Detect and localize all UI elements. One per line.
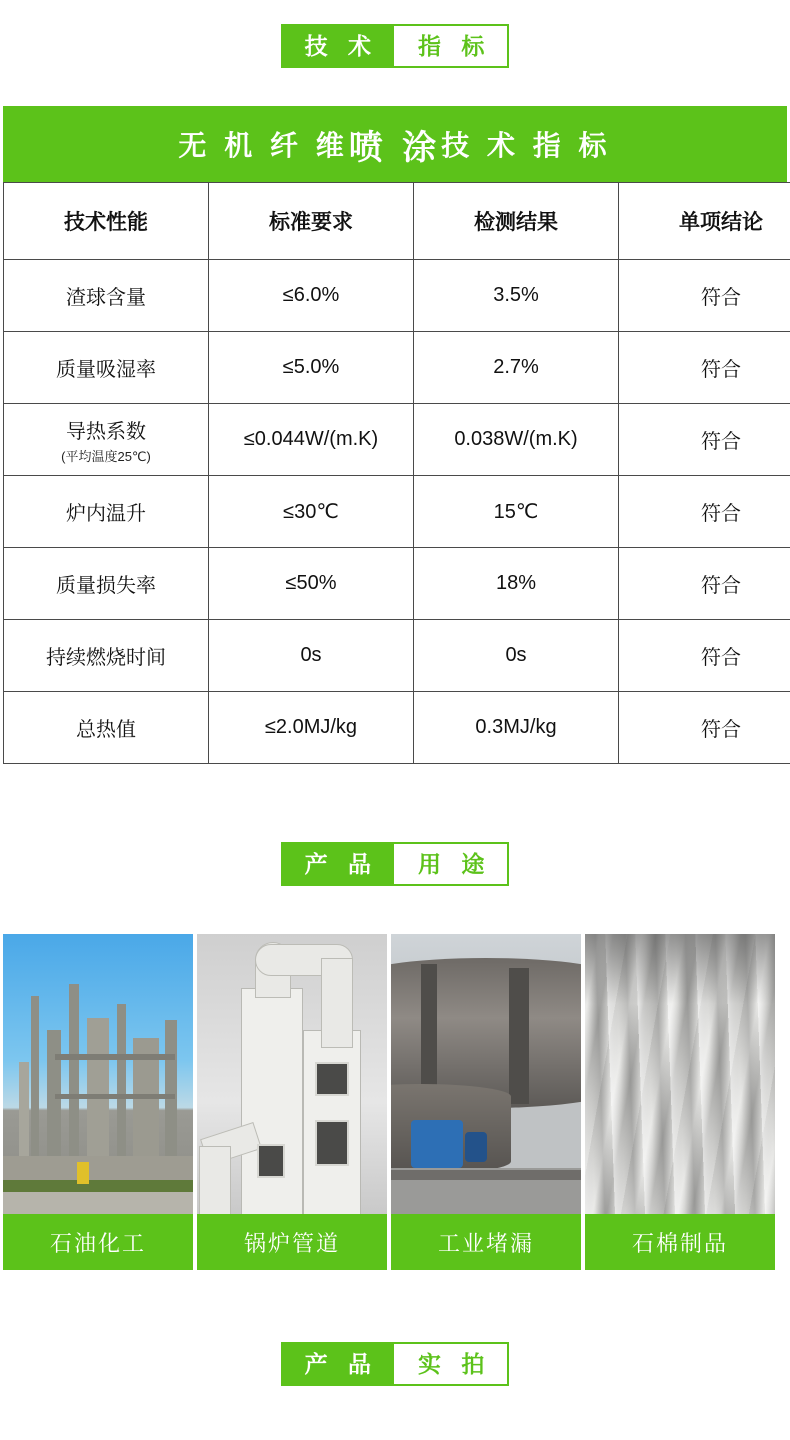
table-row xyxy=(4,692,790,764)
photo-boiler-pipe xyxy=(197,934,387,1214)
cell-property-sub: (平均温度25℃) xyxy=(61,448,151,464)
photo-industrial-sealing xyxy=(391,934,581,1214)
tech-section-badge xyxy=(0,24,790,68)
table-row xyxy=(4,620,790,692)
cell-conclusion: 符合 xyxy=(619,692,790,764)
cell-property: 总热值 xyxy=(4,692,209,764)
badge-usage xyxy=(281,842,510,886)
photo-petrochemical xyxy=(3,934,193,1214)
cell-conclusion: 符合 xyxy=(619,476,790,548)
cell-conclusion: 符合 xyxy=(619,620,790,692)
cell-property xyxy=(4,404,209,476)
table-header-cell: 单项结论 xyxy=(619,183,790,260)
gallery-card[interactable] xyxy=(197,934,387,1270)
cell-result: 3.5% xyxy=(414,260,619,332)
tech-title-highlight: 喷 涂 xyxy=(348,128,442,167)
cell-standard: ≤6.0% xyxy=(209,260,414,332)
usage-section-badge xyxy=(0,842,790,886)
spec-table xyxy=(3,182,790,764)
cell-standard: ≤5.0% xyxy=(209,332,414,404)
cell-conclusion: 符合 xyxy=(619,332,790,404)
gallery-card[interactable] xyxy=(585,934,775,1270)
cell-standard: ≤0.044W/(m.K) xyxy=(209,404,414,476)
gallery-caption: 锅炉管道 xyxy=(197,1214,387,1270)
table-header-cell: 检测结果 xyxy=(414,183,619,260)
gallery-caption: 石棉制品 xyxy=(585,1214,775,1270)
badge-usage-secondary: 用 途 xyxy=(418,850,492,877)
photos-section-badge xyxy=(0,1342,790,1386)
gallery-card[interactable] xyxy=(391,934,581,1270)
cell-result: 2.7% xyxy=(414,332,619,404)
usage-gallery xyxy=(0,934,790,1270)
cell-property: 质量损失率 xyxy=(4,548,209,620)
cell-conclusion: 符合 xyxy=(619,548,790,620)
cell-property: 渣球含量 xyxy=(4,260,209,332)
gallery-card[interactable] xyxy=(3,934,193,1270)
cell-property: 炉内温升 xyxy=(4,476,209,548)
table-header-cell: 技术性能 xyxy=(4,183,209,260)
cell-standard: ≤50% xyxy=(209,548,414,620)
badge-tech-secondary: 指 标 xyxy=(418,32,492,59)
cell-property-main: 导热系数 xyxy=(66,420,146,443)
photo-asbestos-products xyxy=(585,934,775,1214)
cell-standard: ≤30℃ xyxy=(209,476,414,548)
table-row xyxy=(4,548,790,620)
cell-property: 持续燃烧时间 xyxy=(4,620,209,692)
tech-title-bar xyxy=(3,106,787,182)
cell-property: 质量吸湿率 xyxy=(4,332,209,404)
cell-result: 0.038W/(m.K) xyxy=(414,404,619,476)
cell-conclusion: 符合 xyxy=(619,260,790,332)
tech-title-prefix: 无 机 纤 维 xyxy=(178,130,349,161)
cell-result: 15℃ xyxy=(414,476,619,548)
gallery-caption: 工业堵漏 xyxy=(391,1214,581,1270)
cell-standard: ≤2.0MJ/kg xyxy=(209,692,414,764)
table-row xyxy=(4,404,790,476)
cell-standard: 0s xyxy=(209,620,414,692)
badge-tech xyxy=(281,24,510,68)
badge-photos-primary: 产 品 xyxy=(283,1344,394,1384)
badge-tech-primary: 技 术 xyxy=(283,26,394,66)
gallery-caption: 石油化工 xyxy=(3,1214,193,1270)
badge-photos xyxy=(281,1342,510,1386)
table-row xyxy=(4,476,790,548)
badge-photos-secondary: 实 拍 xyxy=(418,1350,492,1377)
table-header-row xyxy=(4,183,790,260)
cell-result: 0.3MJ/kg xyxy=(414,692,619,764)
table-row xyxy=(4,332,790,404)
table-header-cell: 标准要求 xyxy=(209,183,414,260)
cell-result: 18% xyxy=(414,548,619,620)
tech-title-suffix: 技 术 指 标 xyxy=(441,130,612,161)
badge-usage-primary: 产 品 xyxy=(283,844,394,884)
cell-result: 0s xyxy=(414,620,619,692)
table-row xyxy=(4,260,790,332)
cell-conclusion: 符合 xyxy=(619,404,790,476)
